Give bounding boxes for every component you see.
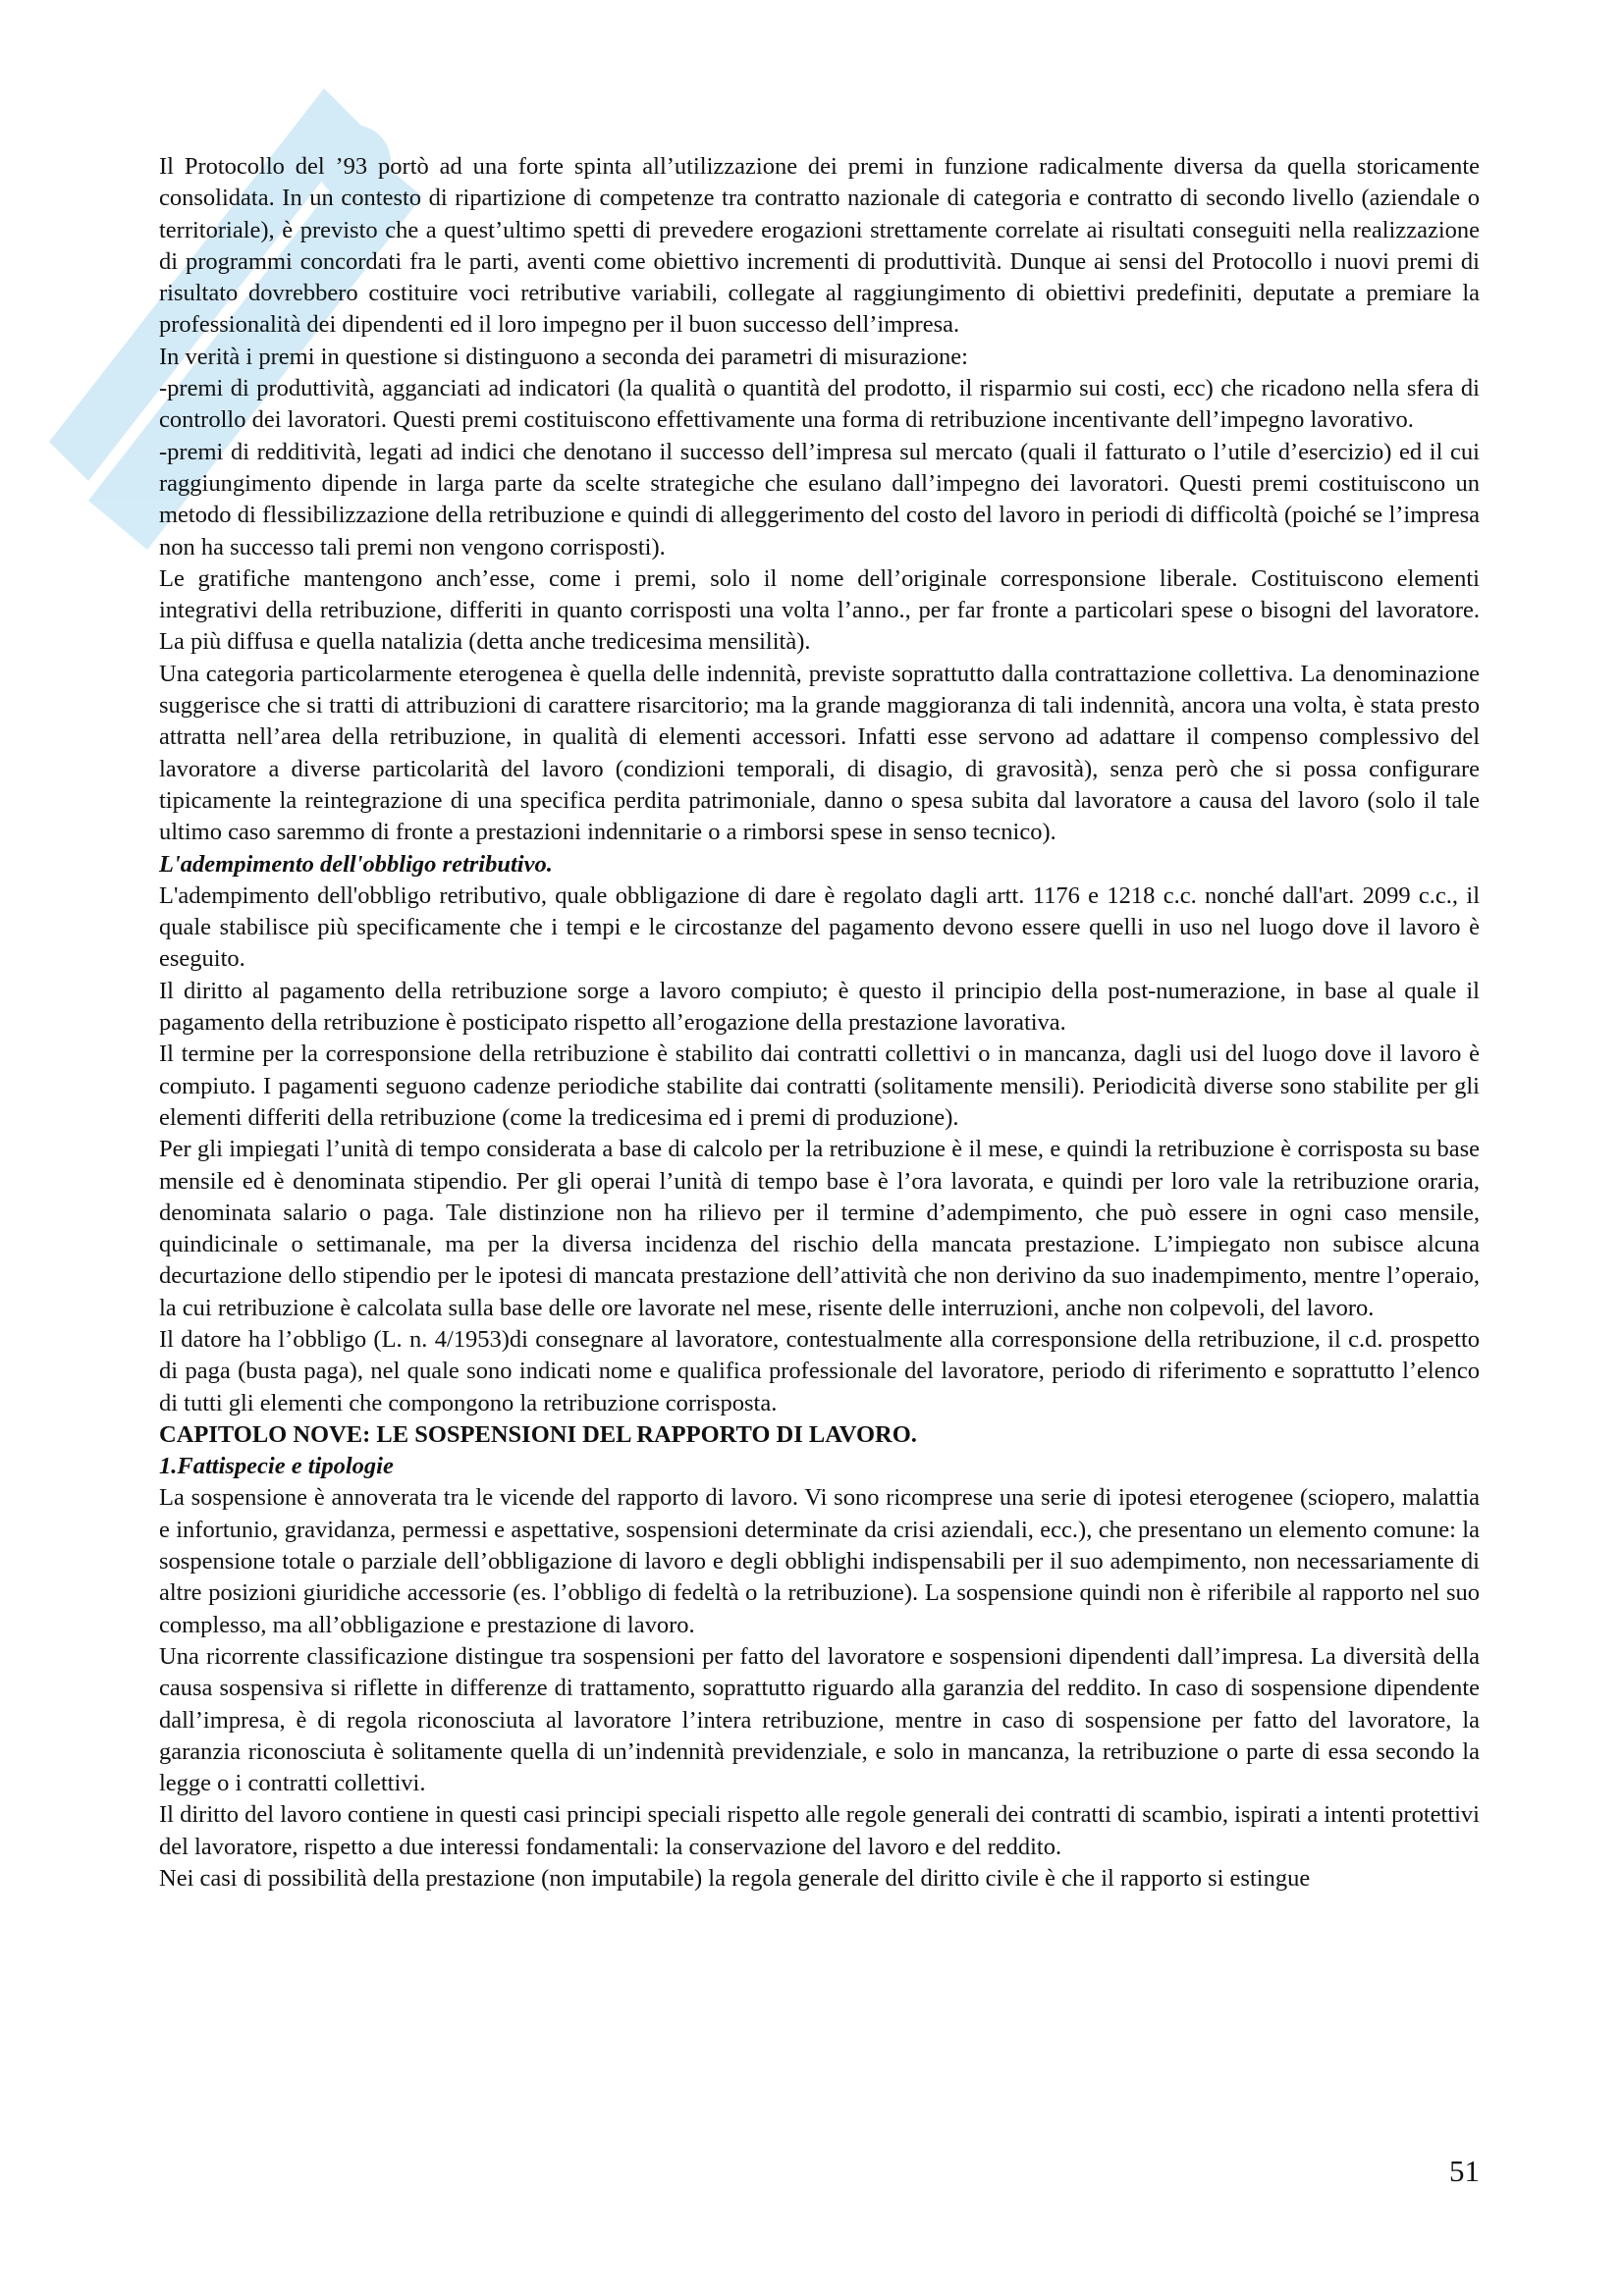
subsection-title: 1.Fattispecie e tipologie	[159, 1453, 394, 1480]
paragraph: Una ricorrente classificazione distingue tra sospensioni per fatto del lavoratore e sospensioni dipendenti dall’impresa. La diversità della causa sospensiva si riflette in differenze di trattamento, soprattutto riguardo alla garanzia del reddito. In caso di sospensione dipendente dall’impresa, è di regola riconosciuta al lavoratore l’intera retribuzione, mentre in caso di sospensione per fatto del lavoratore, la garanzia riconosciuta è solitamente quella di un’indennità previdenziale, e solo in mancanza, la retribuzione o parte di essa secondo la legge o i contratti collettivi.	[159, 1642, 1480, 1797]
document-page	[159, 151, 1480, 1895]
paragraph: Il termine per la corresponsione della retribuzione è stabilito dai contratti collettivi o in mancanza, dagli usi del luogo dove il lavoro è compiuto. I pagamenti seguono cadenze periodiche stabilite dai contratti (solitamente mensili). Periodicità diverse sono stabilite per gli elementi differiti della retribuzione (come la tredicesima ed i premi di produzione).	[159, 1041, 1480, 1131]
paragraph: Per gli impiegati l’unità di tempo considerata a base di calcolo per la retribuzione è il mese, e quindi la retribuzione è corrisposta su base mensile ed è denominata stipendio. Per gli operai l’unità di tempo base è l’ora lavorata, e quindi per loro vale la retribuzione oraria, denominata salario o paga. Tale distinzione non ha rilievo per il termine d’adempimento, che può essere in ogni caso mensile, quindicinale o settimanale, ma per la diversa incidenza del rischio della mancata prestazione. L’impiegato non subisce alcuna decurtazione dello stipendio per le ipotesi di mancata prestazione dell’attività che non derivino da suo inadempimento, mentre l’operaio, la cui retribuzione è calcolata sulla base delle ore lavorate nel mese, risente delle interruzioni, anche non colpevoli, del lavoro.	[159, 1136, 1480, 1321]
chapter-title: CAPITOLO NOVE: LE SOSPENSIONI DEL RAPPORTO DI LAVORO.	[159, 1420, 917, 1448]
paragraph: Il diritto del lavoro contiene in questi casi principi speciali rispetto alle regole generali dei contratti di scambio, ispirati a intenti protettivi del lavoratore, rispetto a due interessi fondamentali: la conservazione del lavoro e del reddito.	[159, 1801, 1480, 1860]
paragraph: L'adempimento dell'obbligo retributivo, quale obbligazione di dare è regolato dagli artt. 1176 e 1218 c.c. nonché dall'art. 2099 c.c., il quale stabilisce più specificamente che i tempi e le circostanze del pagamento devono essere quelli in uso nel luogo dove il lavoro è eseguito.	[159, 881, 1480, 973]
paragraph: Le gratifiche mantengono anch’esse, come i premi, solo il nome dell’originale corresponsione liberale. Costituiscono elementi integrativi della retribuzione, differiti in quanto corrisposti una volta l’anno., per far fronte a particolari spese o bisogni del lavoratore. La più diffusa e quella natalizia (detta anche tredicesima mensilità).	[159, 564, 1480, 656]
paragraph: Nei casi di possibilità della prestazione (non imputabile) la regola generale del diritto civile è che il rapporto si estingue	[159, 1865, 1311, 1893]
page-number: 51	[1449, 2154, 1480, 2188]
paragraph: In verità i premi in questione si distinguono a seconda dei parametri di misurazione:	[159, 343, 968, 370]
paragraph: Il diritto al pagamento della retribuzione sorge a lavoro compiuto; è questo il principio della post-numerazione, in base al quale il pagamento della retribuzione è posticipato rispetto all’erogazione della prestazione lavorativa.	[159, 977, 1480, 1037]
paragraph: Una categoria particolarmente eterogenea è quella delle indennità, previste soprattutto dalla contrattazione collettiva. La denominazione suggerisce che si tratti di attribuzioni di carattere risarcitorio; ma la grande maggioranza di tali indennità, ancora una volta, è stata presto attratta nell’area della retribuzione, in qualità di elementi accessori. Infatti esse servono ad adattare il compenso complessivo del lavoratore a diverse particolarità del lavoro (condizioni temporali, di disagio, di gravosità), senza però che si possa configurare tipicamente la reintegrazione di una specifica perdita patrimoniale, danno o spesa subita dal lavoratore a causa del lavoro (solo il tale ultimo caso saremmo di fronte a prestazioni indennitarie o a rimborsi spese in senso tecnico).	[159, 660, 1480, 846]
paragraph: Il Protocollo del ’93 portò ad una forte spinta all’utilizzazione dei premi in funzione radicalmente diversa da quella storicamente consolidata. In un contesto di ripartizione di competenze tra contratto nazionale di categoria e contratto di secondo livello (aziendale o territoriale), è previsto che a quest’ultimo spetti di prevedere erogazioni strettamente correlate ai risultati conseguiti nella realizzazione di programmi concordati fra le parti, aventi come obiettivo incrementi di produttività. Dunque ai sensi del Protocollo i nuovi premi di risultato dovrebbero costituire voci retributive variabili, collegate al raggiungimento di obiettivi predefiniti, deputate a premiare la professionalità dei dipendenti ed il loro impegno per il buon successo dell’impresa.	[159, 153, 1480, 339]
section-title: L'adempimento dell'obbligo retributivo.	[159, 850, 553, 878]
paragraph: Il datore ha l’obbligo (L. n. 4/1953)di consegnare al lavoratore, contestualmente alla corresponsione della retribuzione, il c.d. prospetto di paga (busta paga), nel quale sono indicati nome e qualifica professionale del lavoratore, periodo di riferimento e soprattutto l’elenco di tutti gli elementi che compongono la retribuzione corrisposta.	[159, 1325, 1480, 1416]
paragraph: -premi di redditività, legati ad indici che denotano il successo dell’impresa sul mercato (quali il fatturato o l’utile d’esercizio) ed il cui raggiungimento dipende in larga parte da scelte strategiche che esulano dall’impegno dei lavoratori. Questi premi costituiscono un metodo di flessibilizzazione della retribuzione e quindi di alleggerimento del costo del lavoro in periodi di difficoltà (poiché se l’impresa non ha successo tali premi non vengono corrisposti).	[159, 438, 1480, 561]
paragraph: -premi di produttività, agganciati ad indicatori (la qualità o quantità del prodotto, il risparmio sui costi, ecc) che ricadono nella sfera di controllo dei lavoratori. Questi premi costituiscono effettivamente una forma di retribuzione incentivante dell’impegno lavorativo.	[159, 375, 1480, 434]
paragraph: La sospensione è annoverata tra le vicende del rapporto di lavoro. Vi sono ricomprese una serie di ipotesi eterogenee (sciopero, malattia e infortunio, gravidanza, permessi e aspettative, sospensioni determinate da crisi aziendali, ecc.), che presentano un elemento comune: la sospensione totale o parziale dell’obbligazione di lavoro e degli obblighi indispensabili per il suo adempimento, non necessariamente di altre posizioni giuridiche accessorie (es. l’obbligo di fedeltà o la retribuzione). La sospensione quindi non è riferibile al rapporto nel suo complesso, ma all’obbligazione e prestazione di lavoro.	[159, 1484, 1480, 1638]
